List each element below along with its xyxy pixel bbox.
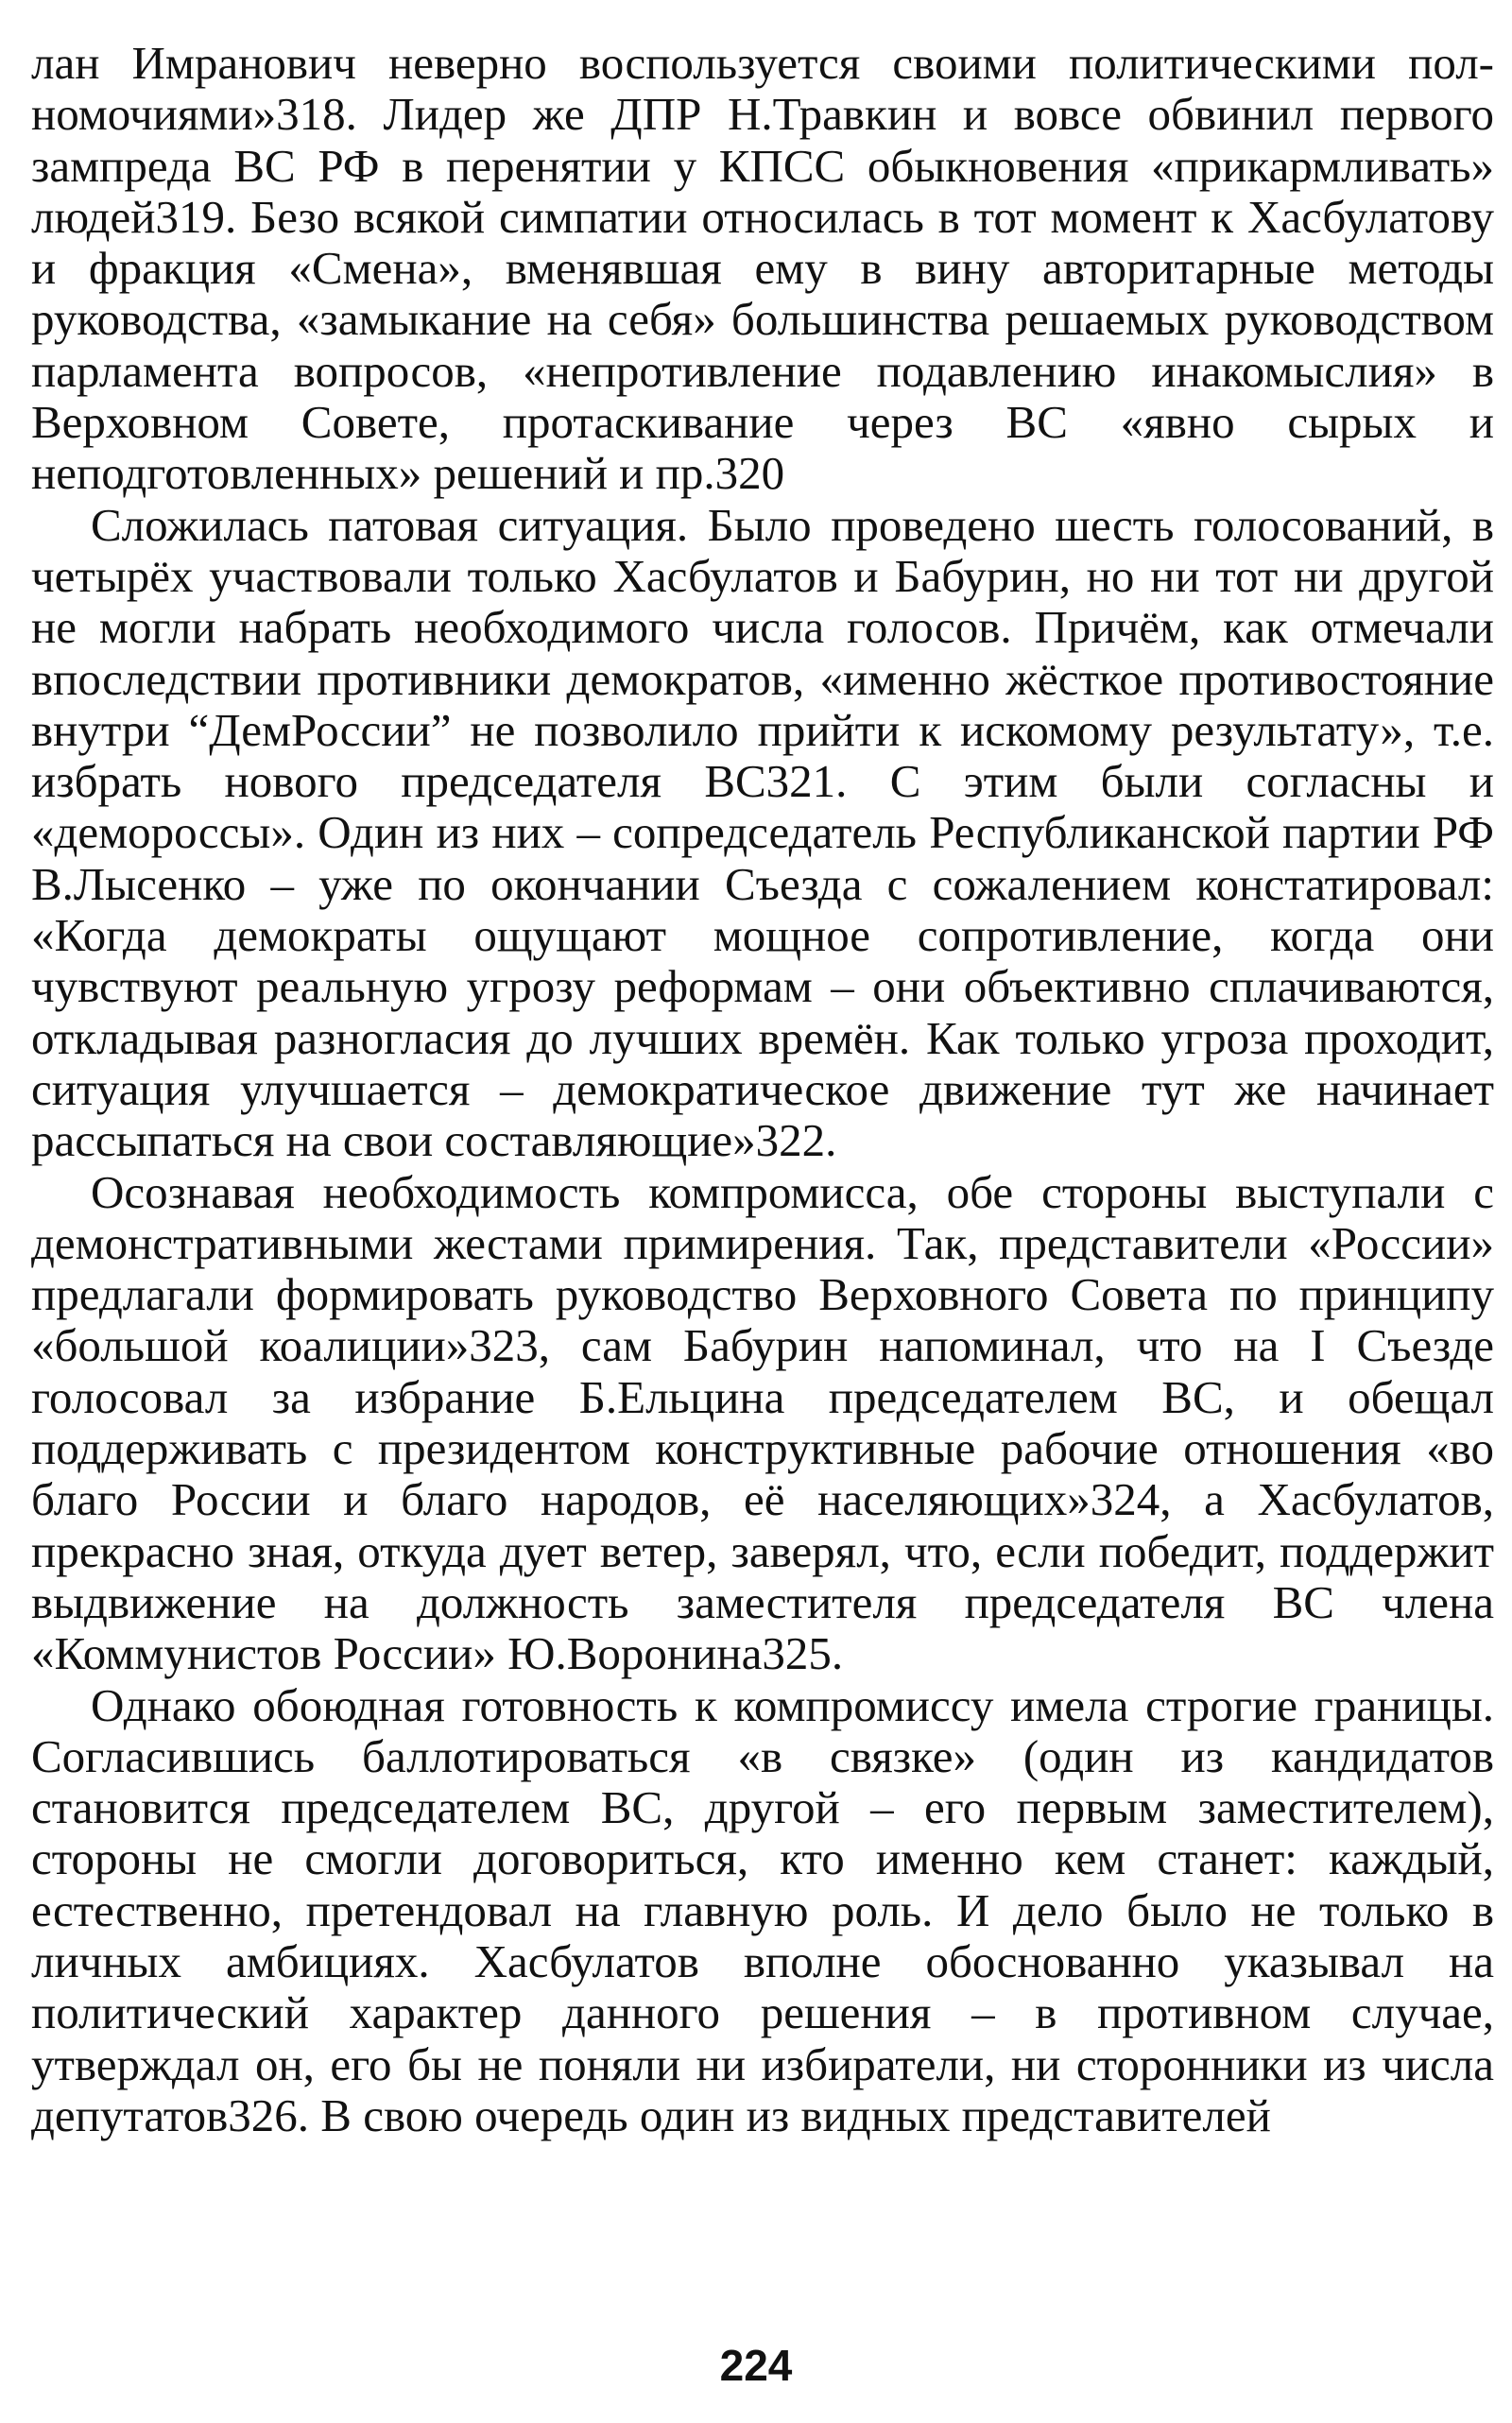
paragraph-1: лан Имранович неверно воспользуется своими политическими полномочиями»318. Лидер же ДПР Н.Травкин и вовсе обвинил первого зампреда ВС РФ в перенятии у КПСС обыкновения «прикармливать» людей319. Безо всякой симпатии относилась в тот момент к Хасбулатову и фракция «Смена», вменявшая ему в вину авторитарные методы руководства, «замыкание на себя» большинства решаемых руководством парламента вопросов, «непротивление подавлению инакомыслия» в Верховном Совете, протаскивание через ВС «явно сырых и неподготовленных» решений и пр.320 [31, 37, 1494, 500]
paragraph-2: Сложилась патовая ситуация. Было проведено шесть голосований, в четырёх участвовали только Хасбулатов и Бабурин, но ни тот ни другой не могли набрать необходимого числа голосов. Причём, как отмечали впоследствии противники демократов, «именно жёсткое противостояние внутри “ДемРоссии” не позволило прийти к искомому результату», т.е. избрать нового председателя ВС321. С этим были согласны и «демороссы». Один из них – сопредседатель Республиканской партии РФ В.Лысенко – уже по окончании Съезда с сожалением констатировал: «Когда демократы ощущают мощное сопротивление, когда они чувствуют реальную угрозу реформам – они объективно сплачиваются, откладывая разногласия до лучших времён. Как только угроза проходит, ситуация улучшается – демократическое движение тут же начинает рассыпаться на свои составляющие»322. [31, 498, 1494, 1167]
document-page [31, 38, 1494, 2141]
page-number: 224 [719, 2341, 793, 2390]
paragraph-3: Осознавая необходимость компромисса, обе стороны выступали с демонстративными жестами примирения. Так, представители «России» предлагали формировать руководство Верховного Совета по принципу «большой коалиции»323, сам Бабурин напоминал, что на I Съезде голосовал за избрание Б.Ельцина председателем ВС, и обещал поддерживать с президентом конструктивные рабочие отношения «во благо России и благо народов, её населяющих»324, а Хасбулатов, прекрасно зная, откуда дует ветер, заверял, что, если победит, поддержит выдвижение на должность заместителя председателя ВС члена «Коммунистов России» Ю.Воронина325. [31, 1165, 1494, 1680]
paragraph-4: Однако обоюдная готовность к компромиссу имела строгие границы. Согласившись баллотироваться «в связке» (один из кандидатов становится председателем ВС, другой – его первым заместителем), стороны не смогли договориться, кто именно кем станет: каждый, естественно, претендовал на главную роль. И дело было не только в личных амбициях. Хасбулатов вполне обоснованно указывал на политический характер данного решения – в противном случае, утверждал он, его бы не поняли ни избиратели, ни сторонники из числа депутатов326. В свою очередь один из видных представителей [31, 1678, 1494, 2141]
